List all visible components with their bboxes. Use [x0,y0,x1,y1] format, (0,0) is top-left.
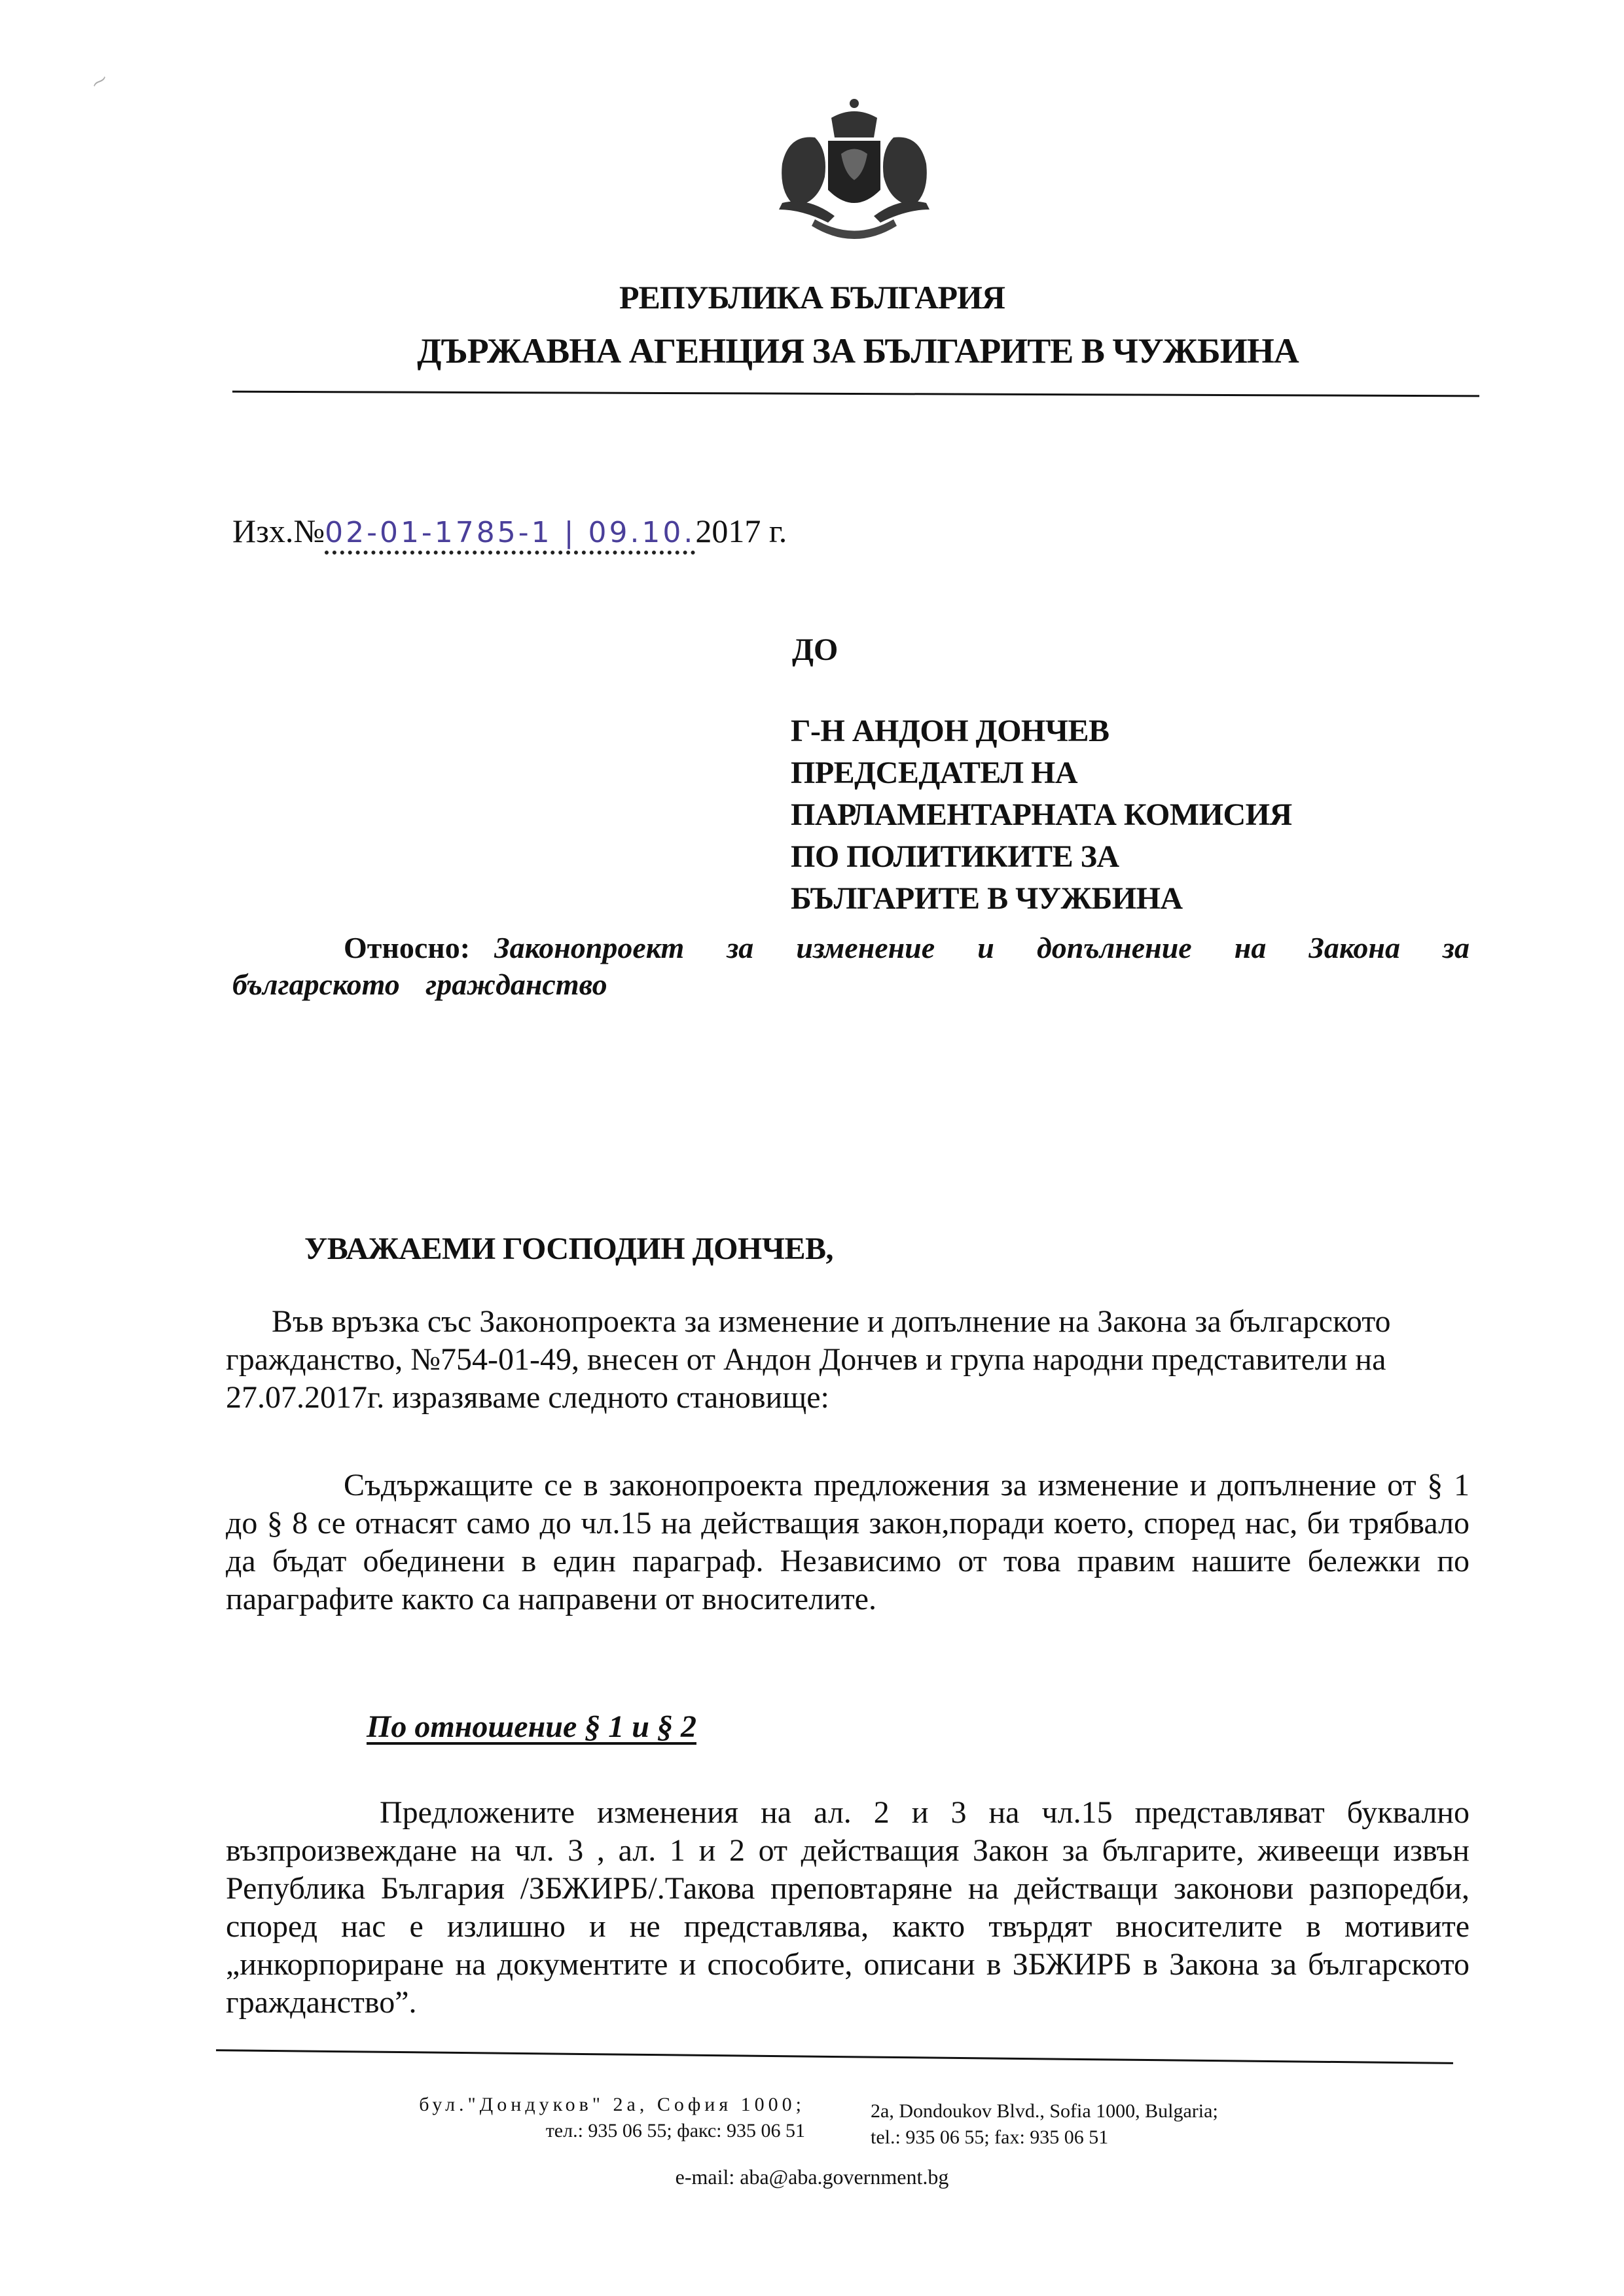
coat-of-arms-icon [769,92,939,249]
footer-email[interactable]: e-mail: aba@aba.government.bg [675,2165,949,2189]
header-divider [232,391,1479,397]
recipient-to-label: ДО [792,632,839,667]
recipient-line: Г-Н АНДОН ДОНЧЕВ [791,714,1110,748]
reference-label: Изх.№ [232,513,325,549]
reference-number-handwritten: 02-01-1785-1 | 09.10. [325,516,695,555]
subject-text: Законопроект за изменение и допълнение на Закона за българското гражданство [232,931,1470,1001]
recipient-block [791,710,1292,920]
subject-line [232,930,1470,1003]
general-remarks-paragraph: Съдържащите се в законопроекта предложения за изменение и допълнение от § 1 до § 8 се отнасят само до чл.15 на действащия закон,поради което, според нас, би трябвало да бъдат обединени в един параграф. Независимо от това правим нашите бележки по параграфите както са направени от вносителите. [226,1468,1470,1616]
outgoing-reference [232,512,787,550]
intro-paragraph: Във връзка със Законопроекта за изменение и допълнение на Закона за българското гражданство, №754-01-49, внесен от Андон Дончев и група народни представители на 27.07.2017г. изразяваме следното становище: [226,1304,1391,1415]
recipient-line: БЪЛГАРИТЕ В ЧУЖБИНА [791,881,1183,916]
footer-bulgarian-contact [249,2092,805,2144]
footer-phone-en: tel.: 935 06 55; fax: 935 06 51 [871,2126,1109,2148]
country-title: РЕПУБЛИКА БЪЛГАРИЯ [619,279,1005,316]
recipient-line: ПАРЛАМЕНТАРНАТА КОМИСИЯ [791,797,1292,832]
agency-title: ДЪРЖАВНА АГЕНЦИЯ ЗА БЪЛГАРИТЕ В ЧУЖБИНА [417,331,1299,371]
reference-year: 2017 г. [695,513,787,549]
salutation: УВАЖАЕМИ ГОСПОДИН ДОНЧЕВ, [304,1231,834,1266]
section-heading: По отношение § 1 и § 2 [367,1709,696,1744]
footer-address-en: 2a, Dondoukov Blvd., Sofia 1000, Bulgaria; [871,2100,1218,2122]
scan-artifact: ⁓ [88,70,111,94]
footer-english-contact [871,2098,1394,2151]
section-paragraph: Предложените изменения на ал. 2 и 3 на чл.15 представляват буквално възпроизвеждане на чл. 3 , ал. 1 и 2 от действащия Закон за българите, живеещи извън Република България /ЗБЖИРБ/.Такова преповтаряне на действащи законови разпоредби, според нас е излишно и не представлява, както твърдят вносителите в мотивите „инкорпориране на документите и способите, описани в ЗБЖИРБ в Закона за българското гражданство”. [226,1795,1470,2020]
footer-divider [216,2049,1453,2064]
footer-phone-bg: тел.: 935 06 55; факс: 935 06 51 [545,2120,805,2141]
subject-label: Относно: [344,931,471,964]
recipient-line: ПО ПОЛИТИКИТЕ ЗА [791,839,1119,874]
recipient-line: ПРЕДСЕДАТЕЛ НА [791,756,1078,790]
footer-address-bg: бул."Дондуков" 2а, София 1000; [419,2094,805,2115]
